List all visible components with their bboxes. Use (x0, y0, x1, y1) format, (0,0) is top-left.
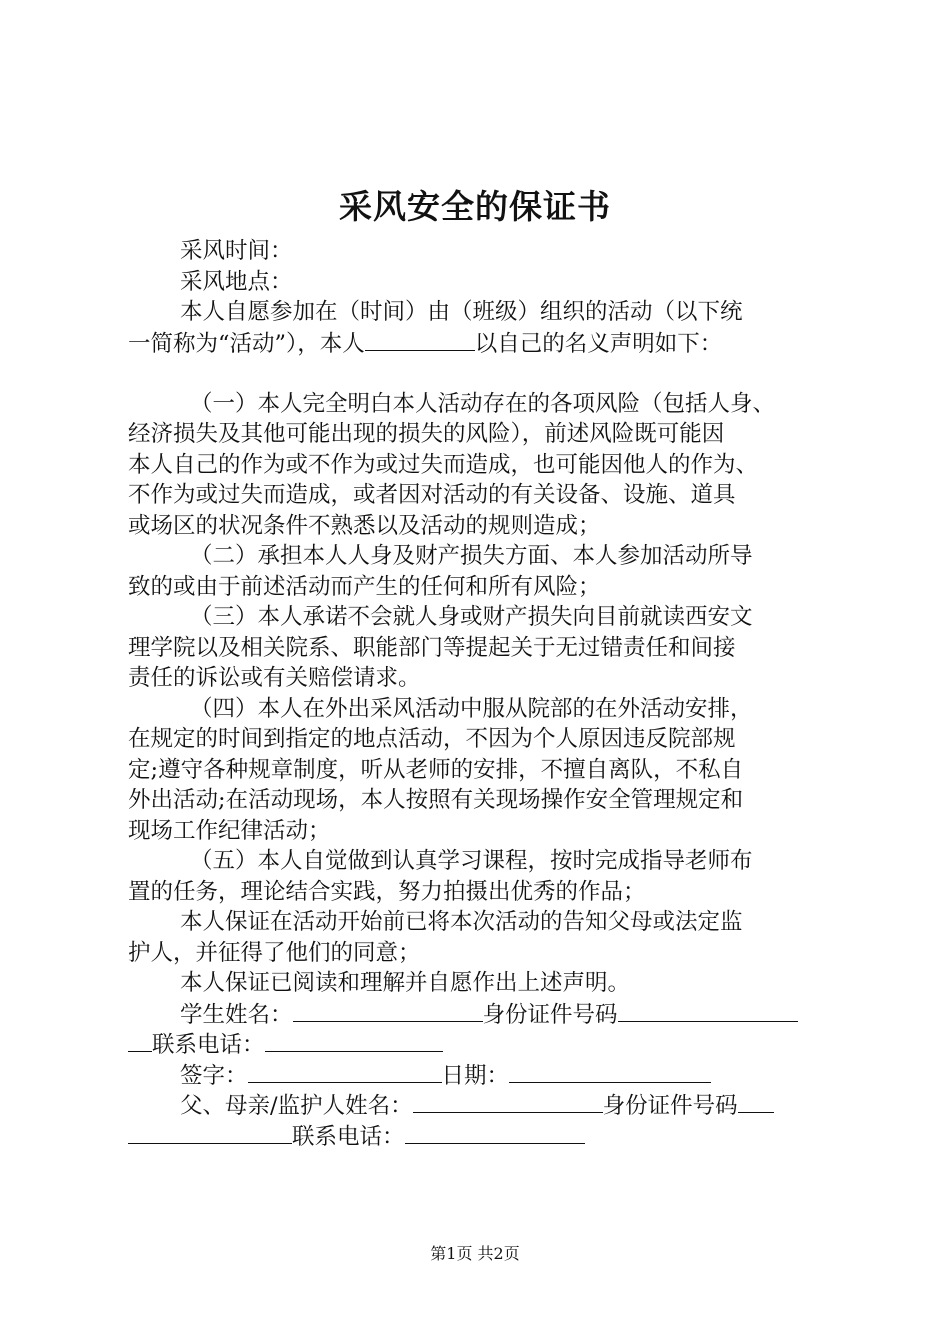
student-id-blank-cont (128, 1029, 152, 1052)
clause-4-line: 现场工作纪律活动； (128, 817, 331, 844)
guardian-id-blank-cont (128, 1121, 292, 1144)
intro-text-a: 一简称为“活动”），本人 (128, 330, 365, 357)
name-blank (365, 328, 475, 351)
clause-3-line: 责任的诉讼或有关赔偿请求。 (128, 665, 421, 691)
clause-2-line: 致的或由于前述活动而产生的任何和所有风险； (128, 573, 601, 600)
student-name-blank (293, 999, 483, 1022)
field-place: 采风地点： (180, 268, 293, 295)
intro-line-1: 本人自愿参加在（时间）由（班级）组织的活动（以下统 (180, 299, 743, 325)
guarantee-line: 护人，并征得了他们的同意； (128, 939, 421, 966)
student-info-line (128, 999, 838, 1030)
clause-2-line: （二）承担本人人身及财产损失方面、本人参加活动所导 (190, 543, 753, 569)
document-body (128, 236, 838, 1151)
guardian-id-blank (738, 1090, 774, 1113)
guardian-phone-label: 联系电话： (292, 1123, 405, 1150)
field-time: 采风时间： (180, 238, 293, 264)
sign-label: 签字： (180, 1062, 248, 1089)
intro-line-2 (128, 328, 838, 359)
spacer (128, 358, 838, 389)
guardian-name-label: 父、母亲/监护人姓名： (180, 1093, 413, 1119)
student-phone-line (128, 1029, 838, 1060)
guardian-name-blank (413, 1090, 603, 1113)
document-title: 采风安全的保证书 (339, 187, 611, 226)
student-id-blank (618, 999, 798, 1022)
sign-blank (248, 1060, 442, 1083)
guardian-id-label: 身份证件号码 (602, 1093, 738, 1119)
student-name-label: 学生姓名： (180, 1001, 293, 1028)
clause-4-line: （四）本人在外出采风活动中服从院部的在外活动安排， (190, 695, 753, 722)
clause-1-line: 本人自己的作为或不作为或过失而造成，也可能因他人的作为、 (128, 451, 759, 478)
student-phone-blank (265, 1029, 443, 1052)
clause-1-line: 经济损失及其他可能出现的损失的风险），前述风险既可能因 (128, 421, 725, 447)
guarantee-declaration: 本人保证已阅读和理解并自愿作出上述声明。 (180, 970, 631, 996)
date-label: 日期： (441, 1062, 510, 1089)
clause-1-line: 或场区的状况条件不熟悉以及活动的规则造成； (128, 512, 601, 539)
guarantee-line: 本人保证在活动开始前已将本次活动的告知父母或法定监 (180, 909, 743, 935)
clause-4-line: 定;遵守各种规章制度，听从老师的安排，不擅自离队，不私自 (128, 756, 744, 783)
clause-3-line: （三）本人承诺不会就人身或财产损失向目前就读西安文 (190, 604, 753, 630)
guardian-phone-line (128, 1121, 838, 1152)
intro-text-b: 以自己的名义声明如下： (474, 330, 723, 357)
page-footer: 第1页 共2页 (430, 1244, 520, 1263)
clause-4-line: 外出活动;在活动现场，本人按照有关现场操作安全管理规定和 (128, 787, 744, 813)
clause-5-line: 置的任务，理论结合实践，努力拍摄出优秀的作品； (128, 878, 646, 905)
student-phone-label: 联系电话： (152, 1032, 265, 1058)
guardian-info-line (128, 1090, 838, 1121)
clause-1-line: （一）本人完全明白本人活动存在的各项风险（包括人身、 (190, 390, 776, 417)
sign-line (128, 1060, 838, 1091)
clause-5-line: （五）本人自觉做到认真学习课程，按时完成指导老师布 (190, 848, 753, 874)
clause-3-line: 理学院以及相关院系、职能部门等提起关于无过错责任和间接 (128, 634, 736, 661)
student-id-label: 身份证件号码 (482, 1001, 618, 1028)
guardian-phone-blank (405, 1121, 585, 1144)
clause-4-line: 在规定的时间到指定的地点活动，不因为个人原因违反院部规 (128, 726, 736, 752)
clause-1-line: 不作为或过失而造成，或者因对活动的有关设备、设施、道具 (128, 482, 736, 508)
date-blank (509, 1060, 711, 1083)
